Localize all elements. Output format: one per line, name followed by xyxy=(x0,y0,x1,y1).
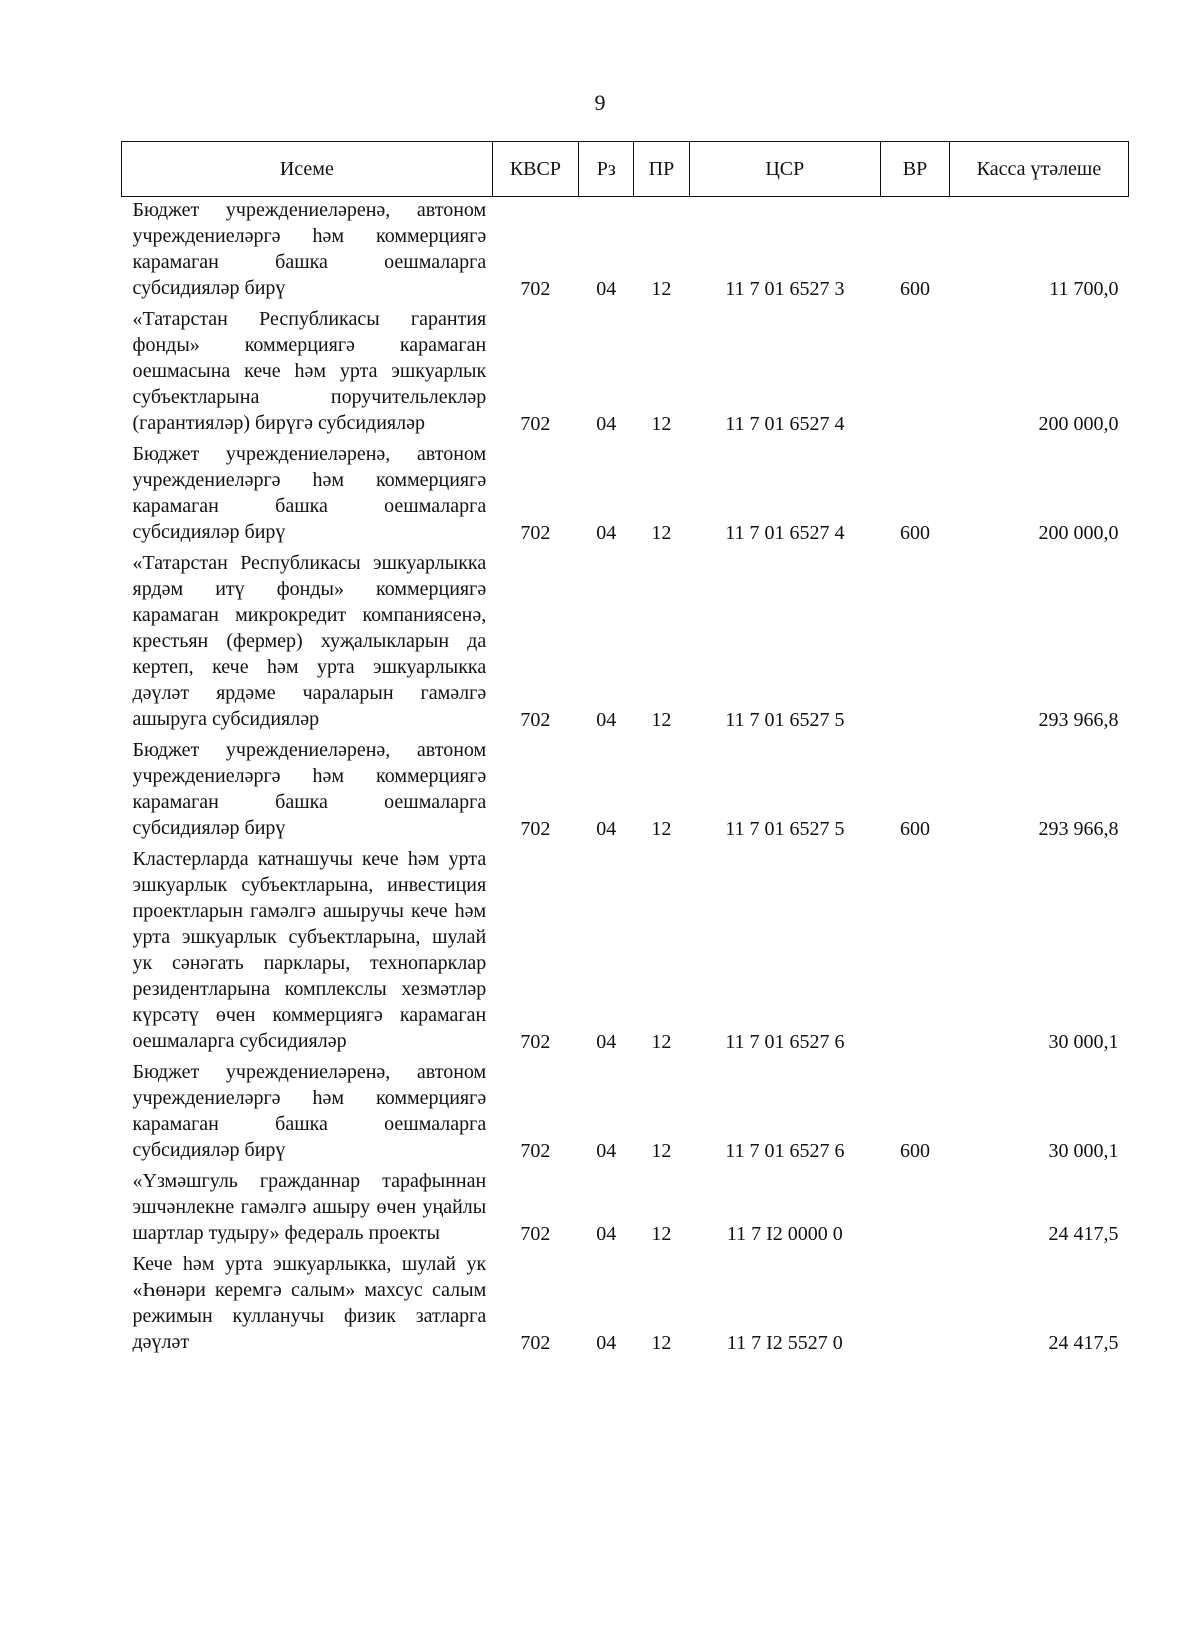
row-name xyxy=(122,1059,493,1168)
row-rz: 04 xyxy=(596,522,617,544)
row-name xyxy=(122,306,493,441)
row-vr xyxy=(881,1251,950,1360)
row-amount: 30 000,1 xyxy=(1048,1031,1119,1053)
table-row xyxy=(122,1168,1129,1251)
row-csr: 11 7 01 6527 4 xyxy=(725,413,845,435)
row-kvsr: 702 xyxy=(520,1140,551,1162)
row-pr: 12 xyxy=(651,1031,672,1053)
row-vr: 600 xyxy=(899,278,930,300)
row-amount: 293 966,8 xyxy=(1038,709,1119,731)
table-row xyxy=(122,846,1129,1059)
row-pr: 12 xyxy=(651,818,672,840)
row-csr: 11 7 01 6527 5 xyxy=(725,709,845,731)
row-pr: 12 xyxy=(651,278,672,300)
budget-table xyxy=(121,141,1129,1360)
row-amount: 24 417,5 xyxy=(1048,1223,1119,1245)
row-rz: 04 xyxy=(596,1332,617,1354)
row-csr: 11 7 01 6527 6 xyxy=(725,1031,845,1053)
row-vr xyxy=(881,306,950,441)
row-name-text: Бюджет учреждениеләренә, автоном учреждениеләргә һәм коммерциягә карамаган башка оешмаларга субсидияләр бирү xyxy=(132,739,487,839)
row-amount: 293 966,8 xyxy=(1038,818,1119,840)
header-amount: Касса үтәлеше xyxy=(949,142,1128,197)
row-pr: 12 xyxy=(651,1140,672,1162)
row-kvsr: 702 xyxy=(520,709,551,731)
table-row xyxy=(122,1059,1129,1168)
row-vr xyxy=(881,846,950,1059)
row-kvsr: 702 xyxy=(520,1031,551,1053)
row-kvsr: 702 xyxy=(520,413,551,435)
row-kvsr: 702 xyxy=(520,818,551,840)
row-vr xyxy=(881,550,950,737)
row-name-text: Кластерларда катнашучы кече һәм урта эшкуарлык субъектларына, инвестиция проектларын гамәлгә ашыручы кече һәм урта эшкуарлык субъектларына, шулай ук сәнәгать парклары, технопарклар резидентларына комплекслы хезмәтләр күрсәтү өчен коммерциягә карамаган оешмаларга субсидияләр xyxy=(132,848,487,1052)
table-row xyxy=(122,1251,1129,1360)
row-amount: 200 000,0 xyxy=(1038,522,1119,544)
row-name xyxy=(122,846,493,1059)
row-kvsr: 702 xyxy=(520,278,551,300)
row-kvsr: 702 xyxy=(520,1223,551,1245)
table-row xyxy=(122,550,1129,737)
row-name-text: Бюджет учреждениеләренә, автоном учреждениеләргә һәм коммерциягә карамаган башка оешмаларга субсидияләр бирү xyxy=(132,199,487,299)
row-rz: 04 xyxy=(596,709,617,731)
row-pr: 12 xyxy=(651,709,672,731)
table-row xyxy=(122,197,1129,307)
row-name-text: Кече һәм урта эшкуарлыкка, шулай ук «Һөнәри керемгә салым» махсус салым режимын кулланучы физик затларга дәүләт xyxy=(132,1253,487,1353)
page-number: 9 xyxy=(594,90,606,115)
row-rz: 04 xyxy=(596,278,617,300)
row-kvsr: 702 xyxy=(520,522,551,544)
row-rz: 04 xyxy=(596,818,617,840)
row-csr: 11 7 01 6527 6 xyxy=(725,1140,845,1162)
row-rz: 04 xyxy=(596,413,617,435)
row-pr: 12 xyxy=(651,1223,672,1245)
row-csr: 11 7 I2 0000 0 xyxy=(726,1223,843,1245)
table-row xyxy=(122,306,1129,441)
row-name xyxy=(122,1251,493,1360)
table-row xyxy=(122,441,1129,550)
row-name-text: Бюджет учреждениеләренә, автоном учреждениеләргә һәм коммерциягә карамаган башка оешмаларга субсидияләр бирү xyxy=(132,1061,487,1161)
row-name xyxy=(122,550,493,737)
header-kvsr: КВСР xyxy=(492,142,578,197)
row-csr: 11 7 01 6527 3 xyxy=(725,278,845,300)
table-row xyxy=(122,737,1129,846)
row-pr: 12 xyxy=(651,413,672,435)
header-csr: ЦСР xyxy=(689,142,881,197)
row-pr: 12 xyxy=(651,522,672,544)
row-amount: 30 000,1 xyxy=(1048,1140,1119,1162)
row-name xyxy=(122,441,493,550)
row-amount: 24 417,5 xyxy=(1048,1332,1119,1354)
row-rz: 04 xyxy=(596,1031,617,1053)
row-name xyxy=(122,737,493,846)
row-csr: 11 7 01 6527 5 xyxy=(725,818,845,840)
row-csr: 11 7 I2 5527 0 xyxy=(726,1332,843,1354)
row-name-text: Бюджет учреждениеләренә, автоном учреждениеләргә һәм коммерциягә карамаган башка оешмаларга субсидияләр бирү xyxy=(132,443,487,543)
row-rz: 04 xyxy=(596,1223,617,1245)
table-header-row xyxy=(122,142,1129,197)
row-amount: 11 700,0 xyxy=(1049,278,1119,300)
row-csr: 11 7 01 6527 4 xyxy=(725,522,845,544)
row-vr: 600 xyxy=(899,1140,930,1162)
row-pr: 12 xyxy=(651,1332,672,1354)
row-vr: 600 xyxy=(899,522,930,544)
header-rz: Рз xyxy=(579,142,634,197)
header-vr: ВР xyxy=(881,142,950,197)
header-name: Исеме xyxy=(122,142,493,197)
row-rz: 04 xyxy=(596,1140,617,1162)
row-vr: 600 xyxy=(899,818,930,840)
row-name xyxy=(122,1168,493,1251)
row-name xyxy=(122,197,493,307)
header-pr: ПР xyxy=(634,142,689,197)
row-name-text: «Татарстан Республикасы эшкуарлыкка ярдәм итү фонды» коммерциягә карамаган микрокредит компаниясенә, крестьян (фермер) хуҗалыкларын да кертеп, кече һәм урта эшкуарлыкка дәүләт ярдәме чараларын гамәлгә ашыруга субсидияләр xyxy=(132,552,487,730)
row-name-text: «Татарстан Республикасы гарантия фонды» коммерциягә карамаган оешмасына кече һәм урта эшкуарлык субъектларына поручительлекләр (гарантияләр) бирүгә субсидияләр xyxy=(132,308,487,434)
row-amount: 200 000,0 xyxy=(1038,413,1119,435)
row-kvsr: 702 xyxy=(520,1332,551,1354)
row-name-text: «Үзмәшгуль гражданнар тарафыннан эшчәнлекне гамәлгә ашыру өчен уңайлы шартлар тудыру» федераль проекты xyxy=(132,1170,487,1244)
row-vr xyxy=(881,1168,950,1251)
